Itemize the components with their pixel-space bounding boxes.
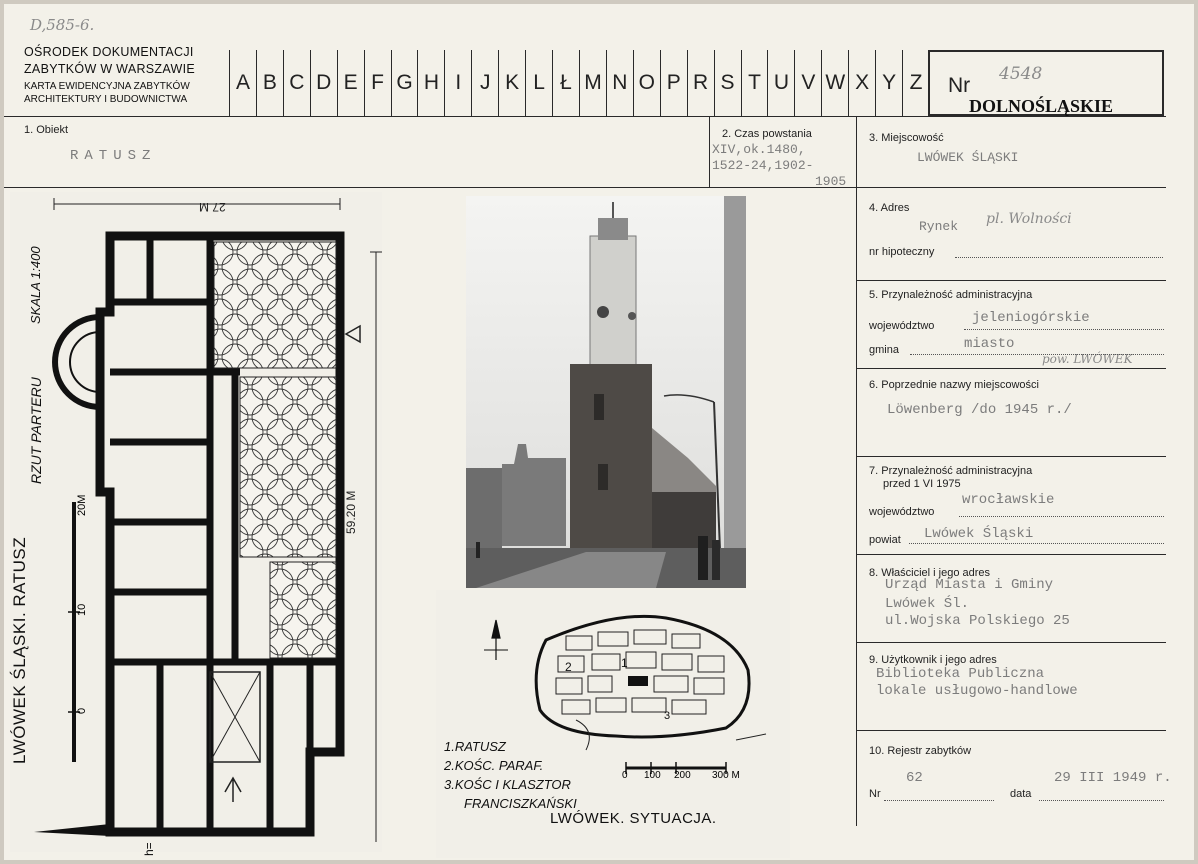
map-marker-1: 1 bbox=[621, 656, 628, 670]
miejscowosc-value: LWÓWEK ŚLĄSKI bbox=[917, 150, 1019, 165]
powiat-value: Lwówek Śląski bbox=[924, 526, 1034, 542]
przed-label-2: przed 1 VI 1975 bbox=[883, 478, 961, 490]
alphabet-index bbox=[229, 50, 929, 116]
plan-height-dim: 59.20 M bbox=[344, 490, 358, 534]
floor-plan bbox=[10, 192, 382, 852]
alphabet-letter: I bbox=[444, 50, 471, 116]
institution-line-3: KARTA EWIDENCYJNA ZABYTKÓW bbox=[24, 81, 190, 92]
wlasciciel-line-3: ul.Wojska Polskiego 25 bbox=[885, 613, 1070, 629]
map-marker-2: 2 bbox=[565, 660, 572, 674]
adres-value: Rynek bbox=[919, 219, 959, 234]
alphabet-letter: Z bbox=[902, 50, 929, 116]
alphabet-letter: G bbox=[391, 50, 418, 116]
wojewodztwo-value: jeleniogórskie bbox=[972, 310, 1090, 326]
plan-scale: SKALA 1:400 bbox=[28, 246, 43, 324]
gmina-label: gmina bbox=[869, 344, 899, 356]
alphabet-letter: P bbox=[660, 50, 687, 116]
gmina-hand: pow. LWÓWEK bbox=[1042, 352, 1133, 366]
czas-line-3: 1905 bbox=[815, 174, 847, 189]
inventory-card bbox=[4, 4, 1194, 860]
region-label: DOLNOŚLĄSKIE bbox=[969, 96, 1114, 116]
czas-line-2: 1522-24,1902- bbox=[712, 158, 814, 173]
map-scale-300: 300 M bbox=[712, 770, 740, 781]
alphabet-letter: A bbox=[229, 50, 256, 116]
plan-scale-tick-20: 20M bbox=[76, 494, 88, 516]
number-value: 4548 bbox=[999, 64, 1043, 84]
rejestr-data-label: data bbox=[1010, 788, 1032, 800]
alphabet-letter: U bbox=[767, 50, 794, 116]
czas-label: 2. Czas powstania bbox=[722, 128, 812, 140]
alphabet-letter: S bbox=[714, 50, 741, 116]
legend-2: 2.KOŚC. PARAF. bbox=[444, 758, 544, 773]
przed-woj-value: wrocławskie bbox=[962, 492, 1055, 508]
poprzednie-label: 6. Poprzednie nazwy miejscowości bbox=[869, 379, 1039, 391]
adres-label: 4. Adres bbox=[869, 202, 910, 214]
przed-label-1: 7. Przynależność administracyjna bbox=[869, 465, 1033, 477]
town-hall-photo bbox=[466, 196, 746, 588]
alphabet-letter: T bbox=[741, 50, 768, 116]
alphabet-letter: F bbox=[364, 50, 391, 116]
gmina-value: miasto bbox=[964, 336, 1015, 352]
alphabet-letter: Ł bbox=[552, 50, 579, 116]
alphabet-letter: H bbox=[417, 50, 444, 116]
przed-woj-label: województwo bbox=[869, 506, 935, 518]
plan-subtitle: RZUT PARTERU bbox=[28, 377, 44, 484]
plan-width-dim: 27 M bbox=[199, 200, 226, 214]
plan-scale-tick-10: 10 bbox=[76, 603, 88, 616]
alphabet-letter: J bbox=[471, 50, 498, 116]
plan-h-label: h= bbox=[142, 842, 156, 856]
obiekt-label: 1. Obiekt bbox=[24, 124, 69, 136]
wlasciciel-line-1: Urząd Miasta i Gminy bbox=[885, 577, 1054, 593]
map-marker-3: 3 bbox=[664, 710, 671, 722]
plan-scale-tick-0: 0 bbox=[76, 707, 88, 714]
alphabet-letter: W bbox=[821, 50, 848, 116]
czas-line-1: XIV,ok.1480, bbox=[712, 142, 806, 157]
alphabet-letter: K bbox=[498, 50, 525, 116]
uzytkownik-line-2: lokale usługowo-handlowe bbox=[876, 683, 1078, 699]
alphabet-letter: C bbox=[283, 50, 310, 116]
plan-title: LWÓWEK ŚLĄSKI. RATUSZ bbox=[10, 536, 29, 764]
map-scale-200: 200 bbox=[674, 770, 691, 781]
obiekt-value: RATUSZ bbox=[70, 148, 157, 164]
legend-4: FRANCISZKAŃSKI bbox=[464, 796, 577, 811]
alphabet-letter: L bbox=[525, 50, 552, 116]
alphabet-letter: N bbox=[606, 50, 633, 116]
rejestr-date-value: 29 III 1949 r. bbox=[1054, 770, 1172, 786]
alphabet-letter: B bbox=[256, 50, 283, 116]
institution-line-2: ZABYTKÓW W WARSZAWIE bbox=[24, 62, 196, 76]
map-scale-100: 100 bbox=[644, 770, 661, 781]
situation-title: LWÓWEK. SYTUACJA. bbox=[550, 810, 717, 827]
przynaleznosc-label: 5. Przynależność administracyjna bbox=[869, 289, 1033, 301]
card-id: D,585-6. bbox=[30, 16, 95, 34]
uzytkownik-line-1: Biblioteka Publiczna bbox=[876, 666, 1045, 682]
uzytkownik-label: 9. Użytkownik i jego adres bbox=[869, 654, 997, 666]
miejscowosc-label: 3. Miejscowość bbox=[869, 132, 944, 144]
hipoteczny-label: nr hipoteczny bbox=[869, 246, 935, 258]
alphabet-letter: V bbox=[794, 50, 821, 116]
legend-1: 1.RATUSZ bbox=[444, 739, 506, 754]
institution-line-4: ARCHITEKTURY I BUDOWNICTWA bbox=[24, 94, 188, 105]
poprzednie-value: Löwenberg /do 1945 r./ bbox=[887, 402, 1072, 418]
institution-line-1: OŚRODEK DOKUMENTACJI bbox=[24, 45, 194, 59]
legend-3: 3.KOŚC I KLASZTOR bbox=[444, 777, 571, 792]
alphabet-letter: E bbox=[337, 50, 364, 116]
alphabet-letter: M bbox=[579, 50, 606, 116]
wojewodztwo-label: województwo bbox=[869, 320, 935, 332]
alphabet-letter: R bbox=[687, 50, 714, 116]
number-label: Nr bbox=[948, 74, 971, 97]
alphabet-letter: Y bbox=[875, 50, 902, 116]
adres-hand: pl. Wolności bbox=[986, 211, 1072, 227]
rejestr-label: 10. Rejestr zabytków bbox=[869, 745, 972, 757]
alphabet-letter: D bbox=[310, 50, 337, 116]
powiat-label: powiat bbox=[869, 534, 901, 546]
rejestr-nr-label: Nr bbox=[869, 788, 881, 800]
wlasciciel-label: 8. Właściciel i jego adres bbox=[869, 567, 991, 579]
rejestr-nr-value: 62 bbox=[906, 770, 923, 786]
wlasciciel-line-2: Lwówek Śl. bbox=[885, 596, 970, 612]
alphabet-letter: O bbox=[633, 50, 660, 116]
alphabet-letter: X bbox=[848, 50, 875, 116]
map-scale-0: 0 bbox=[622, 770, 628, 781]
